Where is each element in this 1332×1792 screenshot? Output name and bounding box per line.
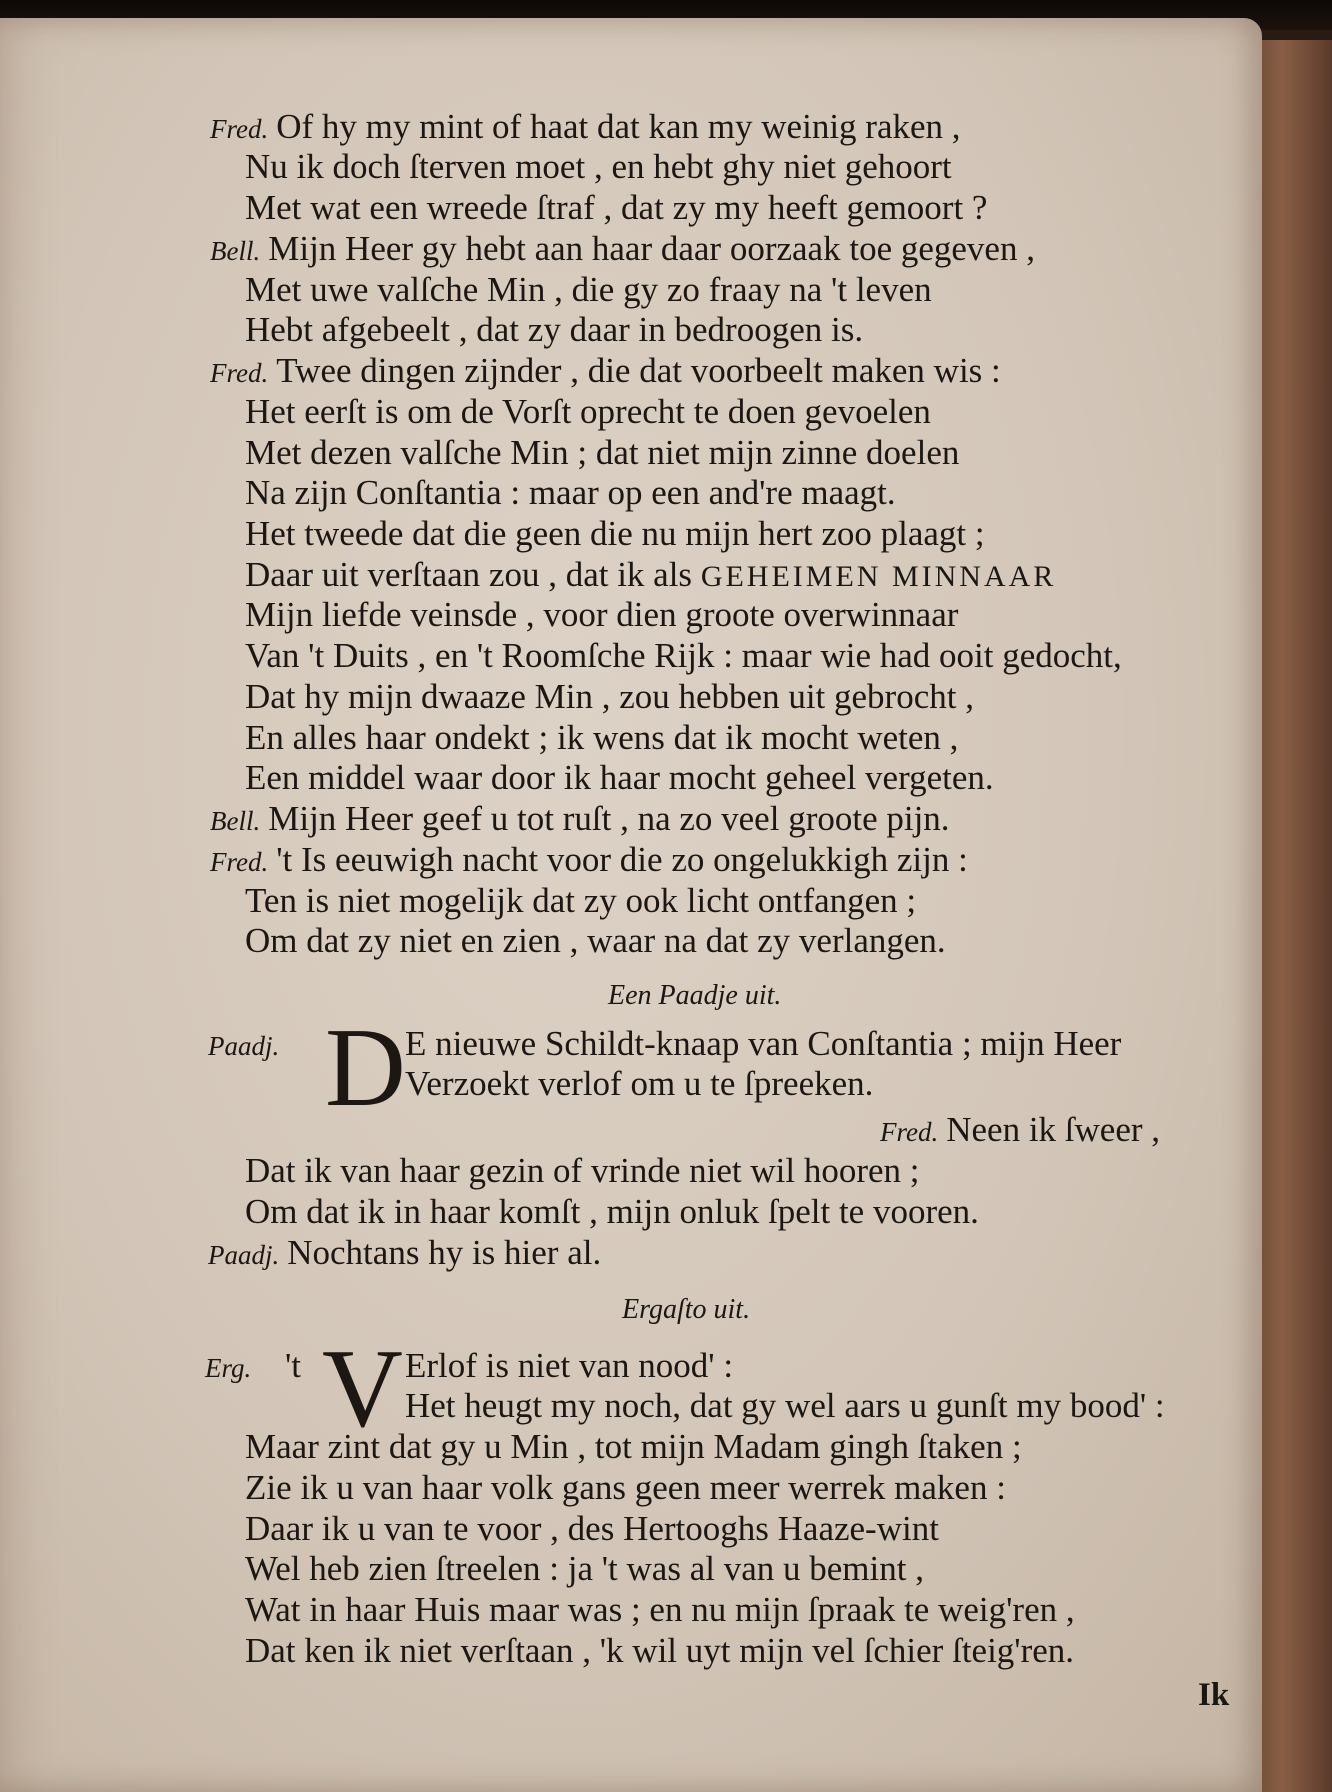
- text-line: Met dezen valſche Min ; dat niet mijn zinne doelen: [245, 432, 960, 472]
- line-text: Mijn Heer gy hebt aan haar daar oorzaak toe gegeven ,: [268, 228, 1035, 268]
- line-text: Of hy my mint of haat dat kan my weinig raken ,: [276, 106, 961, 146]
- book-page: [0, 18, 1262, 1792]
- text-line: [880, 1108, 1160, 1152]
- line-text: Daar uit verſtaan zou , dat ik als: [245, 554, 693, 594]
- small-caps-title: GEHEIMEN MINNAAR: [700, 559, 1057, 593]
- text-line: Dat ik van haar gezin of vrinde niet wil hooren ;: [245, 1151, 920, 1191]
- speaker-label: Paadj.: [208, 1030, 280, 1061]
- text-line: E nieuwe Schildt-knaap van Conſtantia ; mijn Heer: [405, 1023, 1122, 1063]
- page-text: [0, 18, 1262, 1792]
- line-text: Nochtans hy is hier al.: [287, 1232, 602, 1272]
- next-page-edge: [1250, 40, 1332, 1792]
- text-line: Dat ken ik niet verſtaan , 'k wil uyt mijn vel ſchier ſteig'ren.: [245, 1630, 1075, 1670]
- speaker-label: Erg.: [205, 1352, 252, 1383]
- text-line: Het eerſt is om de Vorſt oprecht te doen gevoelen: [245, 391, 931, 431]
- text-line: [210, 349, 1001, 393]
- text-line: [208, 1231, 601, 1275]
- text-line: Nu ik doch ſterven moet , en hebt ghy niet gehoort: [245, 147, 952, 187]
- line-text: Mijn Heer geef u tot ruſt , na zo veel groote pijn.: [268, 799, 950, 839]
- speaker-label: Paadj.: [208, 1239, 280, 1270]
- text-line: Hebt afgebeelt , dat zy daar in bedroogen is.: [245, 310, 864, 350]
- line-text: Neen ik ſweer ,: [946, 1110, 1161, 1150]
- text-line: Met wat een wreede ſtraf , dat zy my heeft gemoort ?: [245, 188, 988, 228]
- line-text: 't Is eeuwigh nacht voor die zo ongelukkigh zijn :: [276, 839, 968, 879]
- text-line: Wat in haar Huis maar was ; en nu mijn ſpraak te weig'ren ,: [245, 1590, 1075, 1630]
- catchword: Ik: [1198, 1676, 1230, 1713]
- text-line: Dat hy mijn dwaaze Min , zou hebben uit gebrocht ,: [245, 676, 974, 716]
- text-line: Daar ik u van te voor , des Hertooghs Haaze-wint: [245, 1508, 939, 1548]
- text-line: Het heugt my noch, dat gy wel aars u gunſt my bood' :: [405, 1386, 1165, 1426]
- drop-cap: D: [325, 1006, 406, 1131]
- text-line: Om dat ik in haar komſt , mijn onluk ſpelt te vooren.: [245, 1191, 979, 1231]
- text-line: Mijn liefde veinsde , voor dien groote overwinnaar: [245, 595, 959, 635]
- text-line: [210, 105, 961, 149]
- text-line: [210, 797, 950, 841]
- speaker-label: Fred.: [210, 358, 269, 389]
- text-line: Ten is niet mogelijk dat zy ook licht ontfangen ;: [245, 880, 917, 920]
- text-line: En alles haar ondekt ; ik wens dat ik mocht weten ,: [245, 717, 959, 757]
- speaker-label: Fred.: [210, 113, 269, 144]
- text-line: Om dat zy niet en zien , waar na dat zy verlangen.: [245, 921, 946, 961]
- text-line: [245, 553, 1056, 597]
- text-line: Met uwe valſche Min , die gy zo fraay na 't leven: [245, 269, 932, 309]
- text-line: Verzoekt verlof om u te ſpreeken.: [405, 1064, 874, 1104]
- speaker-label: Bell.: [210, 806, 261, 837]
- text-line: Maar zint dat gy u Min , tot mijn Madam gingh ſtaken ;: [245, 1427, 1022, 1467]
- speaker-label: Bell.: [210, 235, 261, 266]
- stage-direction: Ergaſto uit.: [622, 1293, 751, 1325]
- speaker-label: Fred.: [880, 1117, 939, 1148]
- speaker-label: Fred.: [210, 846, 269, 877]
- line-text: Twee dingen zijnder , die dat voorbeelt maken wis :: [276, 351, 1001, 391]
- stage-direction: Een Paadje uit.: [608, 979, 782, 1011]
- text-line: Zie ik u van haar volk gans geen meer werrek maken :: [245, 1467, 1006, 1507]
- text-line: Van 't Duits , en 't Roomſche Rijk : maar wie had ooit gedocht,: [245, 636, 1122, 676]
- text-line: Een middel waar door ik haar mocht geheel vergeten.: [245, 758, 994, 798]
- text-line: Na zijn Conſtantia : maar op een and're maagt.: [245, 473, 896, 513]
- drop-cap: V: [322, 1326, 403, 1451]
- text-line: Erlof is niet van nood' :: [405, 1345, 734, 1385]
- text-line: [210, 227, 1035, 271]
- text-line: Het tweede dat die geen die nu mijn hert zoo plaagt ;: [245, 513, 985, 553]
- text-line: Wel heb zien ſtreelen : ja 't was al van u bemint ,: [245, 1549, 924, 1589]
- line-prefix: 't: [285, 1345, 302, 1385]
- text-line: [210, 838, 968, 882]
